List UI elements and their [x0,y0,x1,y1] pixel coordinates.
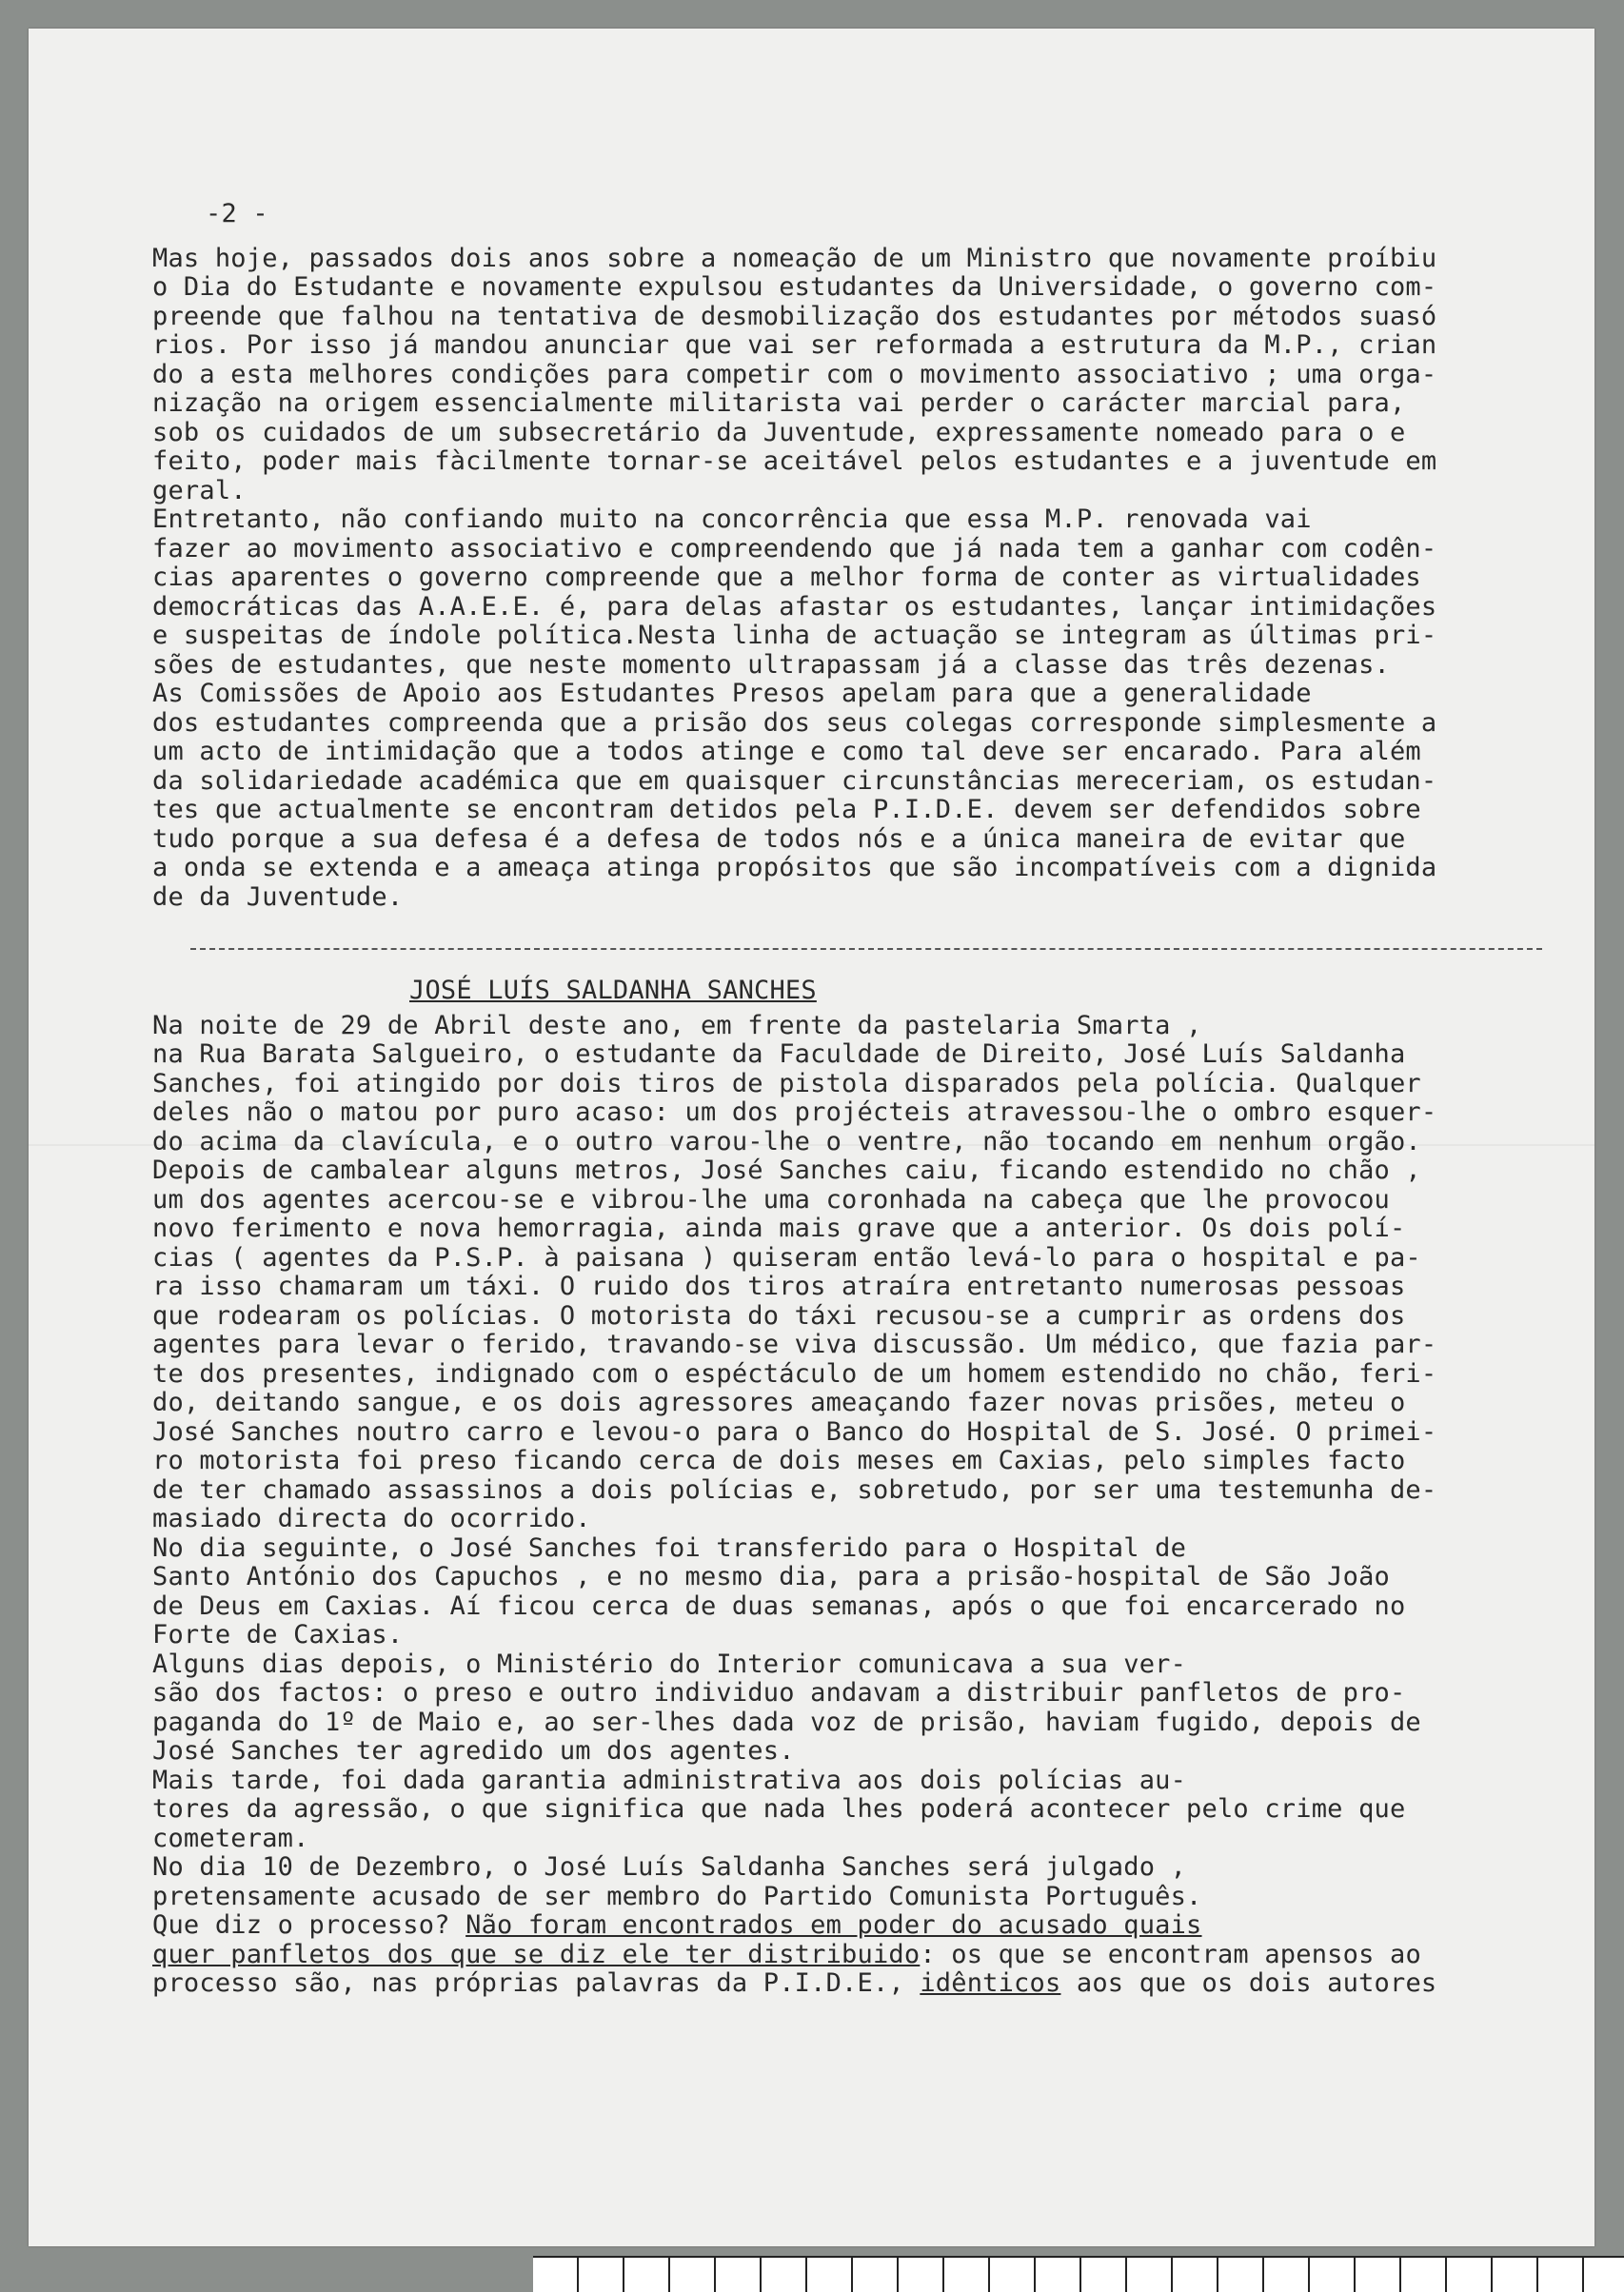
paragraph: Na noite de 29 de Abril deste ano, em frente da pastelaria Smarta , na Rua Barata Salgueiro, o estudante da Faculdade de Direito, José Luís Saldanha Sanches, foi atingido por dois tiros de pistola disparados pela polícia. Qualquer deles não o matou por puro acaso: um dos projécteis atravessou-lhe o ombro esquer- do acima da clavícula, e o outro varou-lhe o ventre, não tocando em nenhum orgão. Depois de cambalear alguns metros, José Sanches caiu, ficando estendido no chão , um dos agentes acercou-se e vibrou-lhe uma coronhada na cabeça que lhe provocou novo ferimento e nova hemorragia, ainda mais grave que a anterior. Os dois polí- cias ( agentes da P.S.P. à paisana ) quiseram então levá-lo para o hospital e pa- ra isso chamaram um táxi. O ruido dos tiros atraíra entretanto numerosas pessoas que rodearam os polícias. O motorista do táxi recusou-se a cumprir as ordens dos agentes para levar o ferido, travando-se viva discussão. Um médico, que fazia par- te dos presentes, indignado com o espéctáculo de um homem estendido no chão, feri- do, deitando sangue, e os dois agressores ameaçando fazer novas prisões, meteu o José Sanches noutro carro e levou-o para o Banco do Hospital de S. José. O primei- ro motorista foi preso ficando cerca de dois meses em Caxias, pelo simples facto de ter chamado assassinos a dois polícias e, sobretudo, por ser uma testemunha de- masiado directa do ocorrido. [152,1010,1437,1533]
dashed-separator [190,948,1542,952]
page-number: -2 - [206,199,268,228]
paragraph: Mais tarde, foi dada garantia administrativa aos dois polícias au- tores da agressão, o que significa que nada lhes poderá acontecer pelo crime que cometeram. [152,1765,1406,1853]
paragraph: No dia seguinte, o José Sanches foi transferido para o Hospital de Santo António dos Capuchos , e no mesmo dia, para a prisão-hospital de São João de Deus em Caxias. Aí ficou cerca de duas semanas, após o que foi encarcerado no Forte de Caxias. [152,1532,1406,1650]
section-heading: JOSÉ LUÍS SALDANHA SANCHES [409,976,817,1005]
text-run: aos que os dois autores [1060,1968,1437,1998]
scale-ruler [533,2256,1624,2292]
paragraph: Mas hoje, passados dois anos sobre a nomeação de um Ministro que novamente proíbiu o Dia do Estudante e novamente expulsou estudantes da Universidade, o governo com- preende que falhou na tentativa de desmobilização dos estudantes por métodos suasó rios. Por isso já mandou anunciar que vai ser reformada a estrutura da M.P., crian do a esta melhores condições para competir com o movimento associativo ; uma orga- nização na origem essencialmente militarista vai perder o carácter marcial para, sob os cuidados de um subsecretário da Juventude, expressamente nomeado para o e feito, poder mais fàcilmente tornar-se aceitável pelos estudantes e a juventude em geral. [152,243,1437,505]
typewritten-text [152,200,1547,1999]
paragraph-final [152,1911,1547,1999]
section-intro [152,245,1547,913]
paragraph: Alguns dias depois, o Ministério do Interior comunicava a sua ver- são dos factos: o preso e outro individuo andavam a distribuir panfletos de pro- paganda do 1º de Maio e, ao ser-lhes dada voz de prisão, haviam fugido, depois de José Sanches ter agredido um dos agentes. [152,1649,1421,1766]
text-run: : os que se encontram apensos ao processo são, nas próprias palavras da P.I.D.E., [152,1939,1421,1998]
section-case [152,1012,1547,1999]
underlined-text: idênticos [920,1968,1061,1998]
paragraph: As Comissões de Apoio aos Estudantes Presos apelam para que a generalidade dos estudantes compreenda que a prisão dos seus colegas corresponde simplesmente a um acto de intimidação que a todos atinge e como tal deve ser encarado. Para além da solidariedade académica que em quaisquer circunstâncias mereceriam, os estudan- tes que actualmente se encontram detidos pela P.I.D.E. devem ser defendidos sobre tudo porque a sua defesa é a defesa de todos nós e a única maneira de evitar que a onda se extenda e a ameaça atinga propósitos que são incompatíveis com a dignida de da Juventude. [152,679,1437,912]
text-run: Que diz o processo? [152,1910,466,1940]
document-page [29,29,1594,2246]
paragraph: No dia 10 de Dezembro, o José Luís Saldanha Sanches será julgado , pretensamente acusado de ser membro do Partido Comunista Português. [152,1852,1202,1911]
paragraph: Entretanto, não confiando muito na concorrência que essa M.P. renovada vai fazer ao movimento associativo e compreendendo que já nada tem a ganhar com codên- cias aparentes o governo compreende que a melhor forma de conter as virtualidades democráticas das A.A.E.E. é, para delas afastar os estudantes, lançar intimidações e suspeitas de índole política.Nesta linha de actuação se integram as últimas pri- sões de estudantes, que neste momento ultrapassam já a classe das três dezenas. [152,504,1437,680]
underlined-text: Não foram encontrados em poder do acusado quais quer panfletos dos que se diz ele ter distribuido [152,1910,1202,1969]
